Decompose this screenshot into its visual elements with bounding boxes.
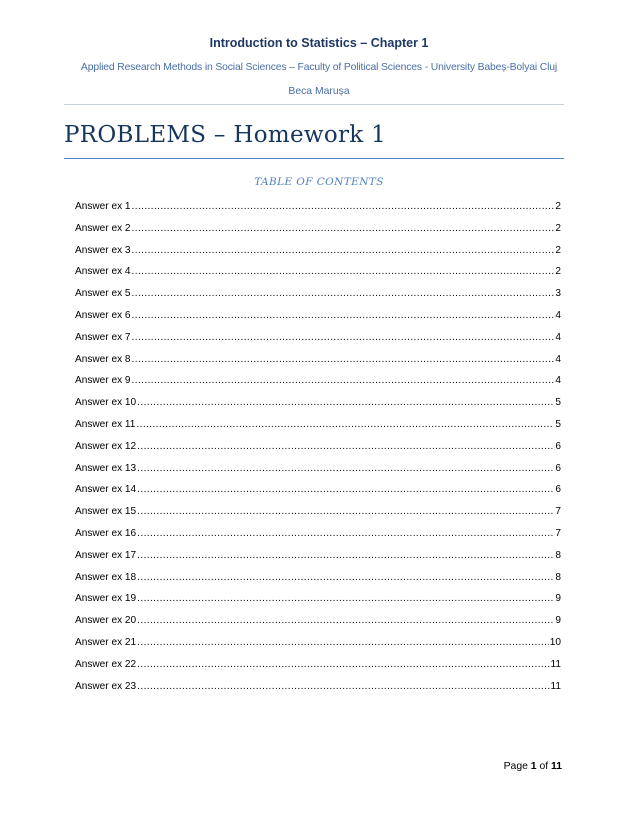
toc-entry[interactable] <box>75 332 561 354</box>
toc-entry[interactable] <box>75 354 561 376</box>
toc-dot-leader <box>137 637 549 648</box>
footer-total-pages: 11 <box>551 761 562 772</box>
toc-entry[interactable] <box>75 375 561 397</box>
toc-entry-label: Answer ex 20 <box>75 615 137 627</box>
document-title: PROBLEMS – Homework 1 <box>64 122 387 148</box>
toc-entry-label: Answer ex 12 <box>75 440 137 452</box>
toc-entry-page-number: 8 <box>555 549 561 561</box>
toc-dot-leader <box>132 332 555 343</box>
table-of-contents <box>75 201 561 702</box>
toc-dot-leader <box>137 463 554 474</box>
toc-entry-label: Answer ex 11 <box>75 418 136 430</box>
title-divider <box>64 158 564 159</box>
toc-dot-leader <box>137 397 554 408</box>
toc-entry-page-number: 5 <box>555 418 561 430</box>
toc-entry-page-number: 6 <box>555 462 561 474</box>
toc-dot-leader <box>137 593 554 604</box>
toc-entry-page-number: 11 <box>550 658 561 670</box>
toc-entry-label: Answer ex 22 <box>75 658 137 670</box>
toc-entry-label: Answer ex 5 <box>75 288 131 300</box>
toc-entry-page-number: 6 <box>555 484 561 496</box>
page-footer <box>504 761 562 772</box>
toc-dot-leader <box>137 506 554 517</box>
toc-entry-page-number: 2 <box>555 244 561 256</box>
toc-entry-label: Answer ex 9 <box>75 375 131 387</box>
toc-entry[interactable] <box>75 223 561 245</box>
toc-dot-leader <box>132 288 555 299</box>
toc-entry-label: Answer ex 19 <box>75 593 137 605</box>
toc-entry-label: Answer ex 10 <box>75 397 137 409</box>
toc-entry-page-number: 11 <box>550 680 561 692</box>
toc-entry-label: Answer ex 21 <box>75 636 137 648</box>
toc-entry-page-number: 4 <box>555 309 561 321</box>
toc-entry[interactable] <box>75 615 561 637</box>
toc-entry-label: Answer ex 18 <box>75 571 137 583</box>
toc-entry[interactable] <box>75 288 561 310</box>
toc-entry-page-number: 9 <box>555 593 561 605</box>
toc-entry-page-number: 2 <box>555 201 561 212</box>
toc-dot-leader <box>132 375 555 386</box>
toc-dot-leader <box>137 550 554 561</box>
toc-entry[interactable] <box>75 572 561 594</box>
toc-dot-leader <box>137 528 554 539</box>
toc-entry-page-number: 6 <box>555 440 561 452</box>
toc-entry[interactable] <box>75 484 561 506</box>
toc-entry[interactable] <box>75 397 561 419</box>
toc-entry-label: Answer ex 15 <box>75 506 137 518</box>
toc-dot-leader <box>132 245 555 256</box>
footer-current-page: 1 <box>530 761 537 772</box>
toc-entry-label: Answer ex 3 <box>75 244 131 256</box>
toc-entry[interactable] <box>75 681 561 703</box>
toc-entry-page-number: 5 <box>555 397 561 409</box>
header-divider <box>64 104 564 105</box>
toc-entry-page-number: 3 <box>555 288 561 300</box>
toc-entry-label: Answer ex 6 <box>75 309 131 321</box>
toc-dot-leader <box>137 572 554 583</box>
toc-entry-label: Answer ex 14 <box>75 484 137 496</box>
toc-dot-leader <box>137 615 554 626</box>
toc-dot-leader <box>132 310 555 321</box>
toc-entry-page-number: 9 <box>555 615 561 627</box>
toc-dot-leader <box>137 484 554 495</box>
page-header-title: Introduction to Statistics – Chapter 1 <box>209 36 429 50</box>
toc-entry[interactable] <box>75 441 561 463</box>
toc-entry-label: Answer ex 8 <box>75 353 131 365</box>
toc-entry[interactable] <box>75 637 561 659</box>
toc-dot-leader <box>137 681 549 692</box>
toc-entry-label: Answer ex 1 <box>75 201 131 212</box>
toc-entry-label: Answer ex 13 <box>75 462 137 474</box>
page-header-subtitle: Applied Research Methods in Social Sciences – Faculty of Political Sciences - University Babeș-Bolyai Cluj <box>80 62 558 73</box>
toc-entry-label: Answer ex 23 <box>75 680 137 692</box>
toc-entry-label: Answer ex 2 <box>75 222 131 234</box>
toc-entry-page-number: 8 <box>555 571 561 583</box>
toc-entry-page-number: 2 <box>555 222 561 234</box>
toc-dot-leader <box>137 441 554 452</box>
footer-page-word: Page <box>503 761 528 772</box>
toc-entry[interactable] <box>75 310 561 332</box>
toc-entry[interactable] <box>75 266 561 288</box>
toc-entry[interactable] <box>75 550 561 572</box>
toc-dot-leader <box>132 266 555 277</box>
toc-entry-page-number: 4 <box>555 353 561 365</box>
footer-of-word: of <box>539 761 549 772</box>
toc-entry-label: Answer ex 4 <box>75 266 131 278</box>
toc-dot-leader <box>137 659 549 670</box>
toc-entry[interactable] <box>75 528 561 550</box>
toc-entry[interactable] <box>75 463 561 485</box>
toc-entry-page-number: 7 <box>555 506 561 518</box>
toc-entry-page-number: 4 <box>555 331 561 343</box>
toc-entry-page-number: 2 <box>555 266 561 278</box>
toc-entry-label: Answer ex 16 <box>75 527 137 539</box>
toc-dot-leader <box>132 223 555 234</box>
toc-entry[interactable] <box>75 506 561 528</box>
toc-heading: TABLE OF CONTENTS <box>254 176 384 188</box>
toc-entry-page-number: 4 <box>555 375 561 387</box>
toc-entry[interactable] <box>75 419 561 441</box>
toc-entry-page-number: 10 <box>549 636 561 648</box>
toc-entry[interactable] <box>75 593 561 615</box>
toc-entry[interactable] <box>75 659 561 681</box>
toc-entry[interactable] <box>75 245 561 267</box>
toc-entry[interactable] <box>75 201 561 223</box>
toc-entry-label: Answer ex 17 <box>75 549 137 561</box>
toc-dot-leader <box>136 419 554 430</box>
toc-entry-label: Answer ex 7 <box>75 331 131 343</box>
toc-entry-page-number: 7 <box>555 527 561 539</box>
toc-dot-leader <box>132 201 555 212</box>
toc-dot-leader <box>132 354 555 365</box>
page-header-author: Beca Marușa <box>288 86 350 97</box>
